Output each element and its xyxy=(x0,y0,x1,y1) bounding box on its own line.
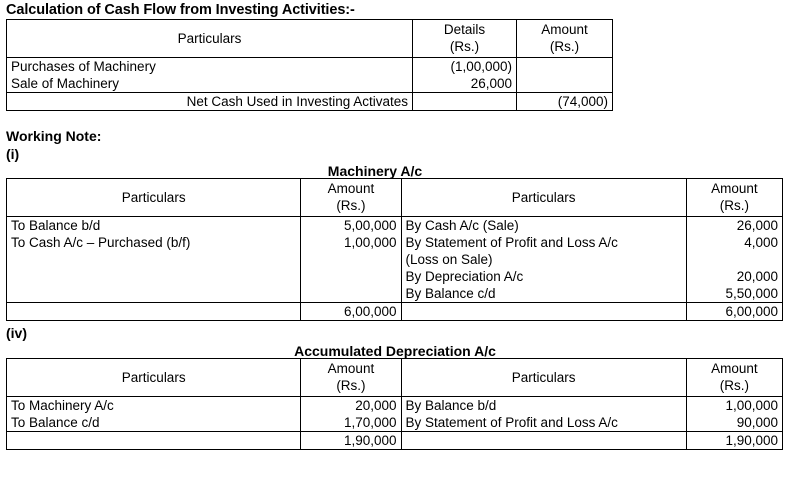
total-label-left xyxy=(7,303,301,321)
credit-particulars: By Statement of Profit and Loss A/c xyxy=(401,414,686,431)
header-amount-right-line1: Amount xyxy=(711,361,758,376)
header-amount-right xyxy=(686,179,782,217)
header-particulars-left: Particulars xyxy=(7,179,301,217)
header-amount-left xyxy=(301,359,401,397)
debit-amount: 5,00,000 xyxy=(301,217,401,235)
header-details-line1: Details xyxy=(443,22,486,37)
table-row xyxy=(7,58,613,76)
row-details: 26,000 xyxy=(413,75,517,93)
total-label: Net Cash Used in Investing Activates xyxy=(7,93,413,111)
debit-amount xyxy=(301,285,401,303)
debit-amount xyxy=(301,251,401,268)
working-note-i-label: (i) xyxy=(6,146,20,162)
table-body-row xyxy=(7,285,783,303)
credit-amount: 5,50,000 xyxy=(686,285,782,303)
debit-particulars xyxy=(7,285,301,303)
total-credit: 1,90,000 xyxy=(686,432,782,450)
credit-amount xyxy=(686,251,782,268)
table-header-row xyxy=(7,179,783,217)
credit-amount: 90,000 xyxy=(686,414,782,431)
table-header-row xyxy=(7,20,613,58)
debit-amount: 20,000 xyxy=(301,397,401,415)
header-details xyxy=(413,20,517,58)
total-amount: (74,000) xyxy=(517,93,613,111)
total-debit: 6,00,000 xyxy=(301,303,401,321)
debit-particulars: To Cash A/c – Purchased (b/f) xyxy=(7,234,301,251)
row-particulars: Purchases of Machinery xyxy=(7,58,413,76)
debit-amount xyxy=(301,268,401,285)
credit-amount: 1,00,000 xyxy=(686,397,782,415)
header-particulars: Particulars xyxy=(7,20,413,58)
debit-particulars: To Balance b/d xyxy=(7,217,301,235)
header-details-line2: (Rs.) xyxy=(449,39,480,54)
table-body-row xyxy=(7,217,783,235)
header-amount-line2: (Rs.) xyxy=(549,39,580,54)
debit-particulars xyxy=(7,268,301,285)
header-amount-left xyxy=(301,179,401,217)
table-body-row xyxy=(7,234,783,251)
credit-particulars: By Statement of Profit and Loss A/c xyxy=(401,234,686,251)
credit-particulars: By Cash A/c (Sale) xyxy=(401,217,686,235)
table-total-row xyxy=(7,303,783,321)
total-debit: 1,90,000 xyxy=(301,432,401,450)
table-total-row xyxy=(7,93,613,111)
debit-amount: 1,00,000 xyxy=(301,234,401,251)
debit-particulars xyxy=(7,251,301,268)
table-body-row xyxy=(7,251,783,268)
debit-particulars: To Machinery A/c xyxy=(7,397,301,415)
header-amount-right-line2: (Rs.) xyxy=(719,378,750,393)
credit-particulars: By Balance b/d xyxy=(401,397,686,415)
header-amount-left-line2: (Rs.) xyxy=(336,378,366,393)
table-total-row xyxy=(7,432,783,450)
row-amount xyxy=(517,58,613,93)
cash-flow-table xyxy=(6,19,613,111)
header-amount-left-line2: (Rs.) xyxy=(336,198,366,213)
credit-particulars: (Loss on Sale) xyxy=(401,251,686,268)
total-label-right xyxy=(401,432,686,450)
header-amount-right-line2: (Rs.) xyxy=(719,198,750,213)
working-note-iv-label: (iv) xyxy=(6,325,27,341)
header-particulars-right: Particulars xyxy=(401,179,686,217)
machinery-account-title: Machinery A/c xyxy=(327,163,423,179)
table-header-row xyxy=(7,359,783,397)
header-particulars-right: Particulars xyxy=(401,359,686,397)
page-title: Calculation of Cash Flow from Investing Activities:- xyxy=(6,2,355,18)
machinery-account-table xyxy=(6,178,783,321)
debit-amount: 1,70,000 xyxy=(301,414,401,431)
working-note-label: Working Note: xyxy=(6,128,102,144)
accumulated-depreciation-account-title: Accumulated Depreciation A/c xyxy=(294,343,496,359)
credit-particulars: By Balance c/d xyxy=(401,285,686,303)
credit-amount: 4,000 xyxy=(686,234,782,251)
header-amount xyxy=(517,20,613,58)
accumulated-depreciation-account-table xyxy=(6,358,783,450)
total-credit: 6,00,000 xyxy=(686,303,782,321)
debit-particulars: To Balance c/d xyxy=(7,414,301,431)
table-body-row xyxy=(7,414,783,431)
table-body-row xyxy=(7,268,783,285)
credit-particulars: By Depreciation A/c xyxy=(401,268,686,285)
header-amount-left-line1: Amount xyxy=(327,361,375,376)
total-label-left xyxy=(7,432,301,450)
table-body-row xyxy=(7,397,783,415)
header-particulars-left: Particulars xyxy=(7,359,301,397)
header-amount-line1: Amount xyxy=(541,22,588,37)
header-amount-right-line1: Amount xyxy=(711,181,758,196)
credit-amount: 26,000 xyxy=(686,217,782,235)
row-particulars: Sale of Machinery xyxy=(7,75,413,93)
header-amount-right xyxy=(686,359,782,397)
credit-amount: 20,000 xyxy=(686,268,782,285)
total-details xyxy=(413,93,517,111)
total-label-right xyxy=(401,303,686,321)
header-amount-left-line1: Amount xyxy=(327,181,375,196)
row-details: (1,00,000) xyxy=(413,58,517,76)
